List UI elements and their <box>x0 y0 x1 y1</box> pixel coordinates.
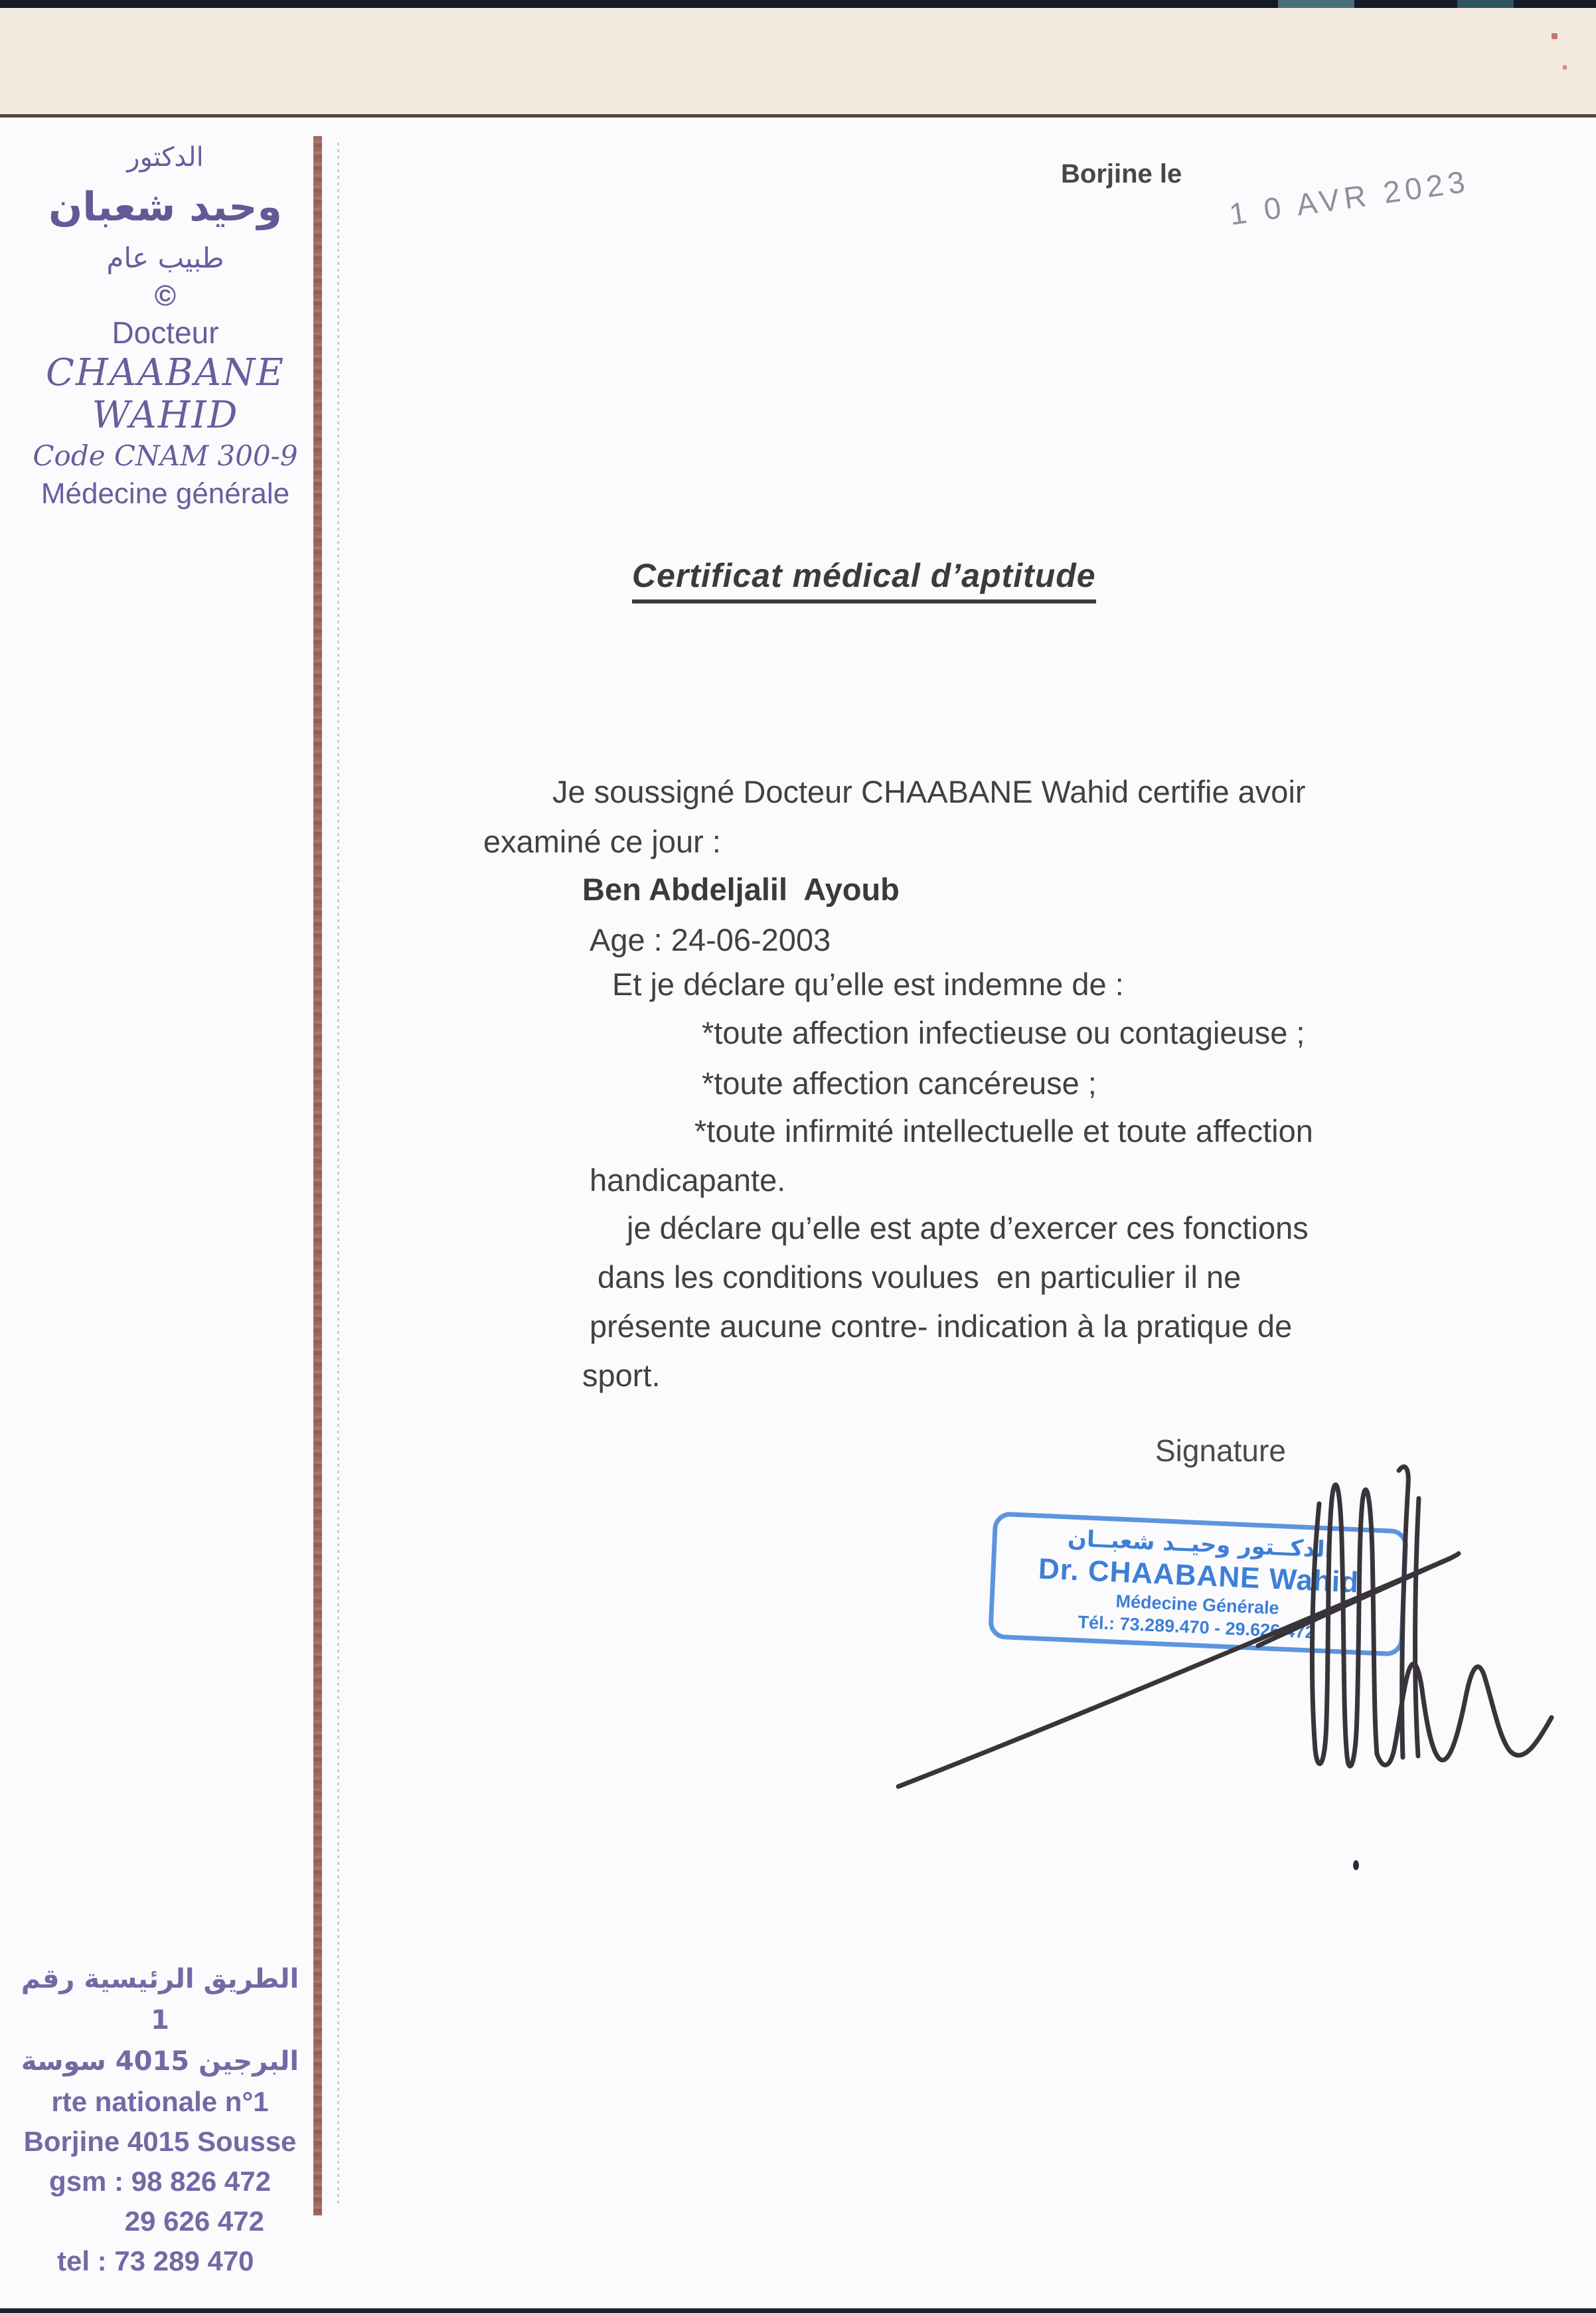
document-title-text: Certificat médical d’aptitude <box>632 557 1096 603</box>
decorative-vertical-rule <box>313 136 322 2215</box>
scan-edge-top <box>0 0 1596 8</box>
letterhead <box>23 138 308 513</box>
faint-dotted-rule <box>337 143 339 2207</box>
body-line: Je soussigné Docteur CHAABANE Wahid certifie avoir <box>552 774 1306 809</box>
stamp-specialty: Médecine Générale <box>1115 1591 1280 1619</box>
date-stamp: 1 0 AVR 2023 <box>1227 163 1472 232</box>
paper-speck <box>1563 65 1567 70</box>
body-line: présente aucune contre- indication à la pratique de <box>590 1309 1293 1344</box>
footer-contact-block <box>17 1958 303 2281</box>
body-line: je déclare qu’elle est apte d’exercer ces fonctions <box>627 1210 1309 1245</box>
letterhead-firstname: WAHID <box>92 394 239 437</box>
footer-gsm-2: 29 626 472 <box>124 2205 264 2237</box>
document-title <box>632 556 1096 595</box>
body-line: Et je déclare qu’elle est indemne de : <box>612 967 1124 1002</box>
body-list-item: *toute affection cancéreuse ; <box>702 1066 1097 1101</box>
stamp-arabic-name: الدكــتور وحيــد شعبــان <box>1067 1525 1334 1563</box>
footer-address-fr-1: rte nationale n°1 <box>51 2086 269 2117</box>
letterhead-arabic-doctor: الدكتور <box>127 142 204 173</box>
patient-name: Ben Abdeljalil Ayoub <box>582 872 900 907</box>
letterhead-arabic-specialty: طبيب عام <box>106 242 224 274</box>
ink-dot <box>1353 1860 1359 1870</box>
footer-address-fr-2: Borjine 4015 Sousse <box>23 2126 297 2157</box>
letterhead-arabic-name: وحيد شعبان <box>48 184 282 230</box>
stamp-phone: Tél.: 73.289.470 - 29.626.472 <box>1077 1612 1316 1642</box>
body-line: examiné ce jour : <box>483 824 721 859</box>
letterhead-surname: CHAABANE <box>45 351 285 394</box>
body-list-item: *toute affection infectieuse ou contagieuse ; <box>702 1015 1305 1050</box>
body-line: handicapante. <box>590 1162 786 1198</box>
place-and-date-label: Borjine le <box>1061 159 1182 189</box>
footer-arabic-address-2: البرجين 4015 سوسة <box>21 2046 299 2077</box>
scan-edge-bottom <box>0 2308 1596 2313</box>
signature-label: Signature <box>1155 1433 1286 1468</box>
scanner-background-band <box>0 8 1596 118</box>
scan-edge-segment <box>1457 0 1514 8</box>
patient-birthdate: Age : 24-06-2003 <box>590 922 831 957</box>
handwritten-signature <box>886 1457 1563 1796</box>
body-list-item: *toute infirmité intellectuelle et toute affection <box>694 1113 1313 1149</box>
letterhead-specialty: Médecine générale <box>40 477 290 510</box>
footer-tel: tel : 73 289 470 <box>57 2245 254 2276</box>
letterhead-cnam-code: Code CNAM 300-9 <box>33 439 298 472</box>
copyright-symbol: © <box>154 279 177 312</box>
scan-edge-segment <box>1278 0 1354 8</box>
footer-gsm: gsm : 98 826 472 <box>49 2166 271 2197</box>
paper-speck <box>1552 33 1557 39</box>
footer-arabic-address-1: الطريق الرئيسية رقم 1 <box>21 1964 299 2035</box>
body-line: sport. <box>582 1358 661 1393</box>
letterhead-docteur-label: Docteur <box>112 315 219 350</box>
body-line: dans les conditions voulues en particulier il ne <box>598 1259 1241 1295</box>
stamp-doctor-name: Dr. CHAABANE Wahid <box>1038 1552 1360 1599</box>
